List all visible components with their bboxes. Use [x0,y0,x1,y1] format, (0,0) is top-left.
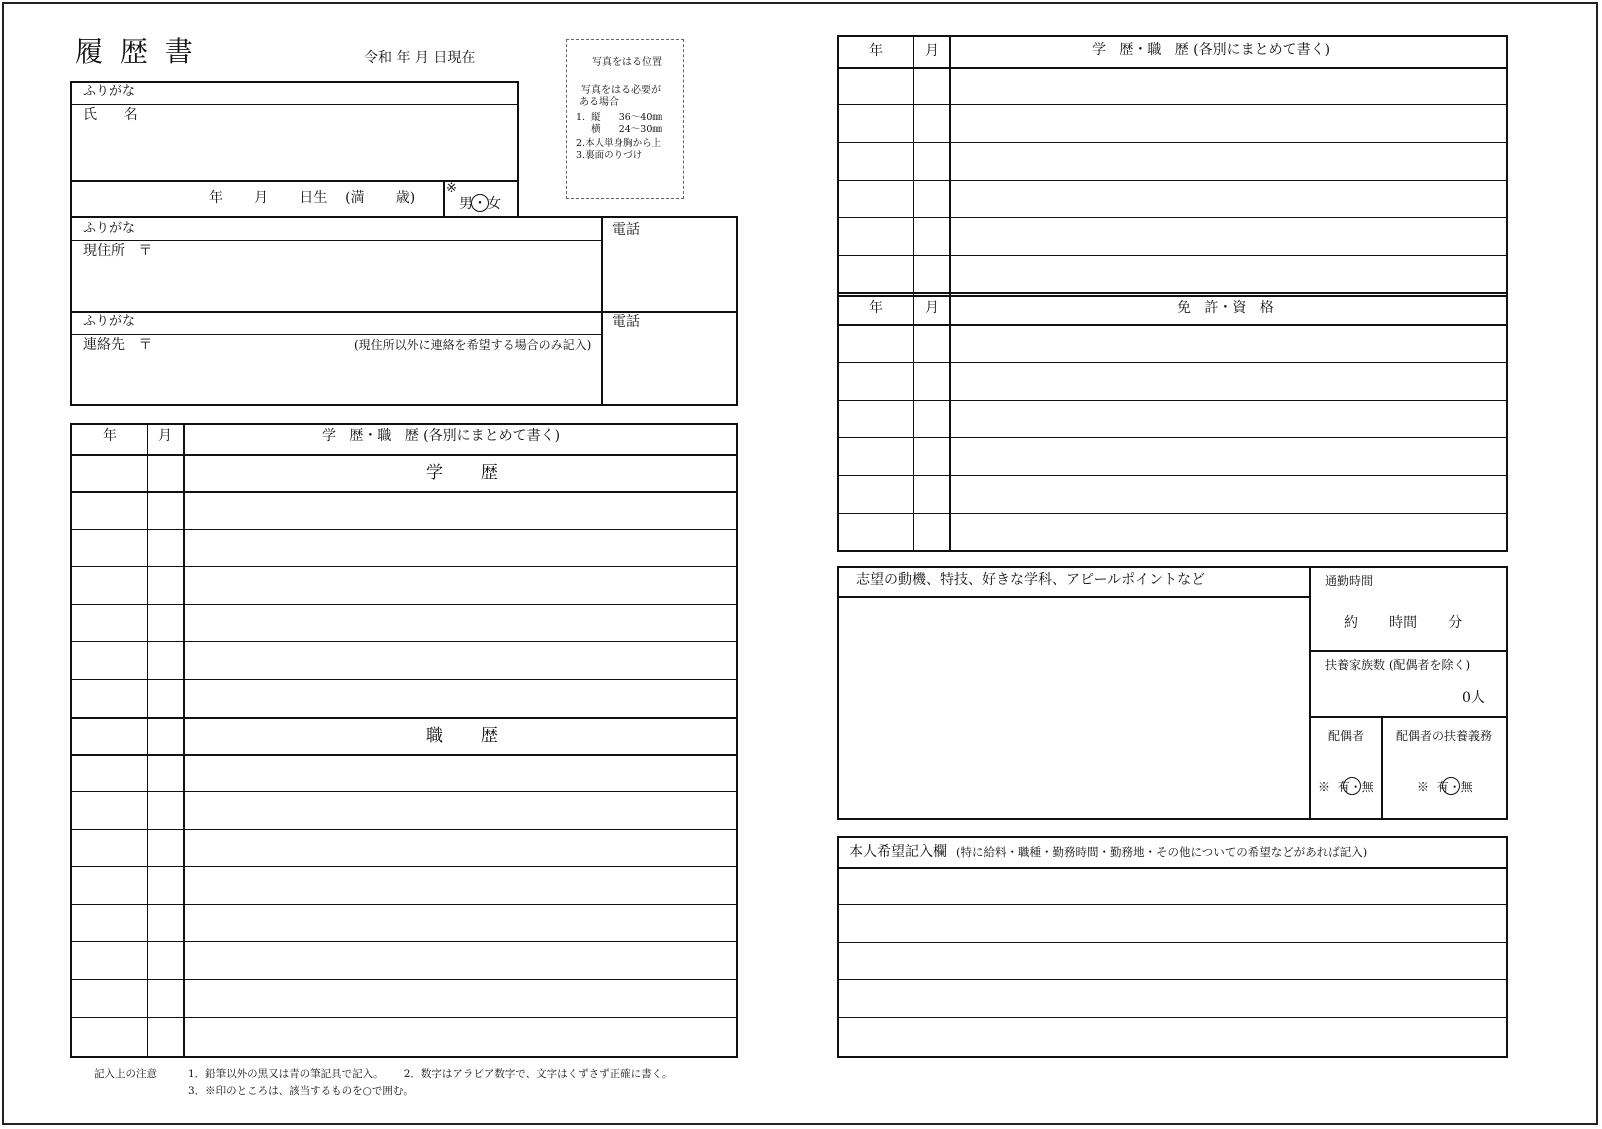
notes-line2: 3．※印のところは、該当するものを○で囲む。 [188,1085,414,1097]
wishes-note: (特に給料・職種・勤務時間・勤務地・その他についての希望などがあれば記入) [956,845,1368,859]
date-line: 令和 年 月 日現在 [364,50,476,66]
row-line [71,529,737,530]
contact-furigana-label: ふりがな [83,314,136,329]
row-line [838,904,1507,905]
contact-label: 連絡先 〒 [83,337,153,353]
row-line [71,641,737,642]
row-line [838,979,1507,980]
work-section-label: 職 歴 [426,726,498,746]
wishes-box[interactable] [837,836,1508,1058]
row-line [71,717,737,719]
dependents-value[interactable]: 0人 [1462,690,1485,706]
motivation-box[interactable] [837,566,1508,820]
photo-line2: ある場合 [579,97,619,108]
row-line [71,829,737,830]
photo-line3: 1. 縦 36～40㎜ [576,112,662,123]
row-line [838,437,1507,438]
row-line [71,679,737,680]
licenses-content-header: 免 許・資 格 [1177,300,1274,316]
page-title: 履 歴 書 [75,35,197,68]
gender-note-mark: ※ [446,181,457,196]
photo-line5: 2.本人単身胸から上 [576,138,662,149]
row-line [838,513,1507,514]
spouse-label: 配偶者 [1328,729,1365,743]
notes-line1: 1．鉛筆以外の黒又は青の筆記具で記入。 2．数字はアラビア数字で、文字はくずさず正確に書く。 [188,1068,673,1080]
photo-line6: 3.裏面のりづけ [576,150,643,161]
photo-title: 写真をはる位置 [592,57,662,68]
licenses-year-header: 年 [869,300,883,316]
row-line [838,255,1507,256]
history-left-content-header: 学 歴・職 歴 (各別にまとめて書く) [322,428,561,444]
row-line [838,475,1507,476]
row-line [71,904,737,905]
row-line [71,1017,737,1018]
row-line [838,67,1507,69]
row-line [71,754,737,756]
spouse-support-label: 配偶者の扶養義務 [1396,729,1493,743]
history-right-month-header: 月 [925,43,939,59]
row-line [838,217,1507,218]
row-line [838,142,1507,143]
history-table-left[interactable] [70,423,738,1058]
birth-date-line: 年 月 日生 (満 歳) [209,190,416,206]
spouse-circle [1343,777,1361,795]
wishes-label: 本人希望記入欄 [849,844,947,860]
address-furigana-label: ふりがな [83,221,136,236]
name-furigana-label: ふりがな [83,84,136,99]
row-line [71,566,737,567]
name-label: 氏 名 [83,107,138,123]
row-line [838,942,1507,943]
dependents-label: 扶養家族数 (配偶者を除く) [1325,658,1471,672]
row-line [71,791,737,792]
history-left-year-header: 年 [103,428,117,444]
row-line [838,400,1507,401]
education-section-label: 学 歴 [426,463,498,483]
gender-circle [471,194,489,212]
photo-line1: 写真をはる必要が [581,85,661,96]
photo-line4: 横 24～30㎜ [576,124,662,135]
notes-label: 記入上の注意 [94,1068,157,1080]
commute-label: 通勤時間 [1325,574,1374,588]
spouse-value[interactable]: ※ 有・無 [1318,780,1374,794]
row-line [838,104,1507,105]
motivation-label: 志望の動機、特技、好きな学科、アピールポイントなど [856,572,1206,588]
history-right-year-header: 年 [869,43,883,59]
row-line [71,491,737,493]
licenses-month-header: 月 [925,300,939,316]
row-line [71,979,737,980]
row-line [71,866,737,867]
row-line [838,362,1507,363]
history-left-month-header: 月 [158,428,172,444]
contact-phone-label: 電話 [612,314,640,330]
row-line [71,454,737,456]
gender-options[interactable]: 男・女 [459,196,501,212]
row-line [838,180,1507,181]
spouse-support-circle [1442,777,1460,795]
row-line [838,324,1507,326]
address-phone-label: 電話 [612,222,640,238]
address-label: 現住所 〒 [83,243,153,259]
history-right-content-header: 学 歴・職 歴 (各別にまとめて書く) [1092,42,1331,58]
history-table-right[interactable] [837,35,1508,297]
row-line [71,604,737,605]
spouse-support-value[interactable]: ※ 有・無 [1417,780,1473,794]
row-line [838,1017,1507,1018]
contact-note: (現住所以外に連絡を希望する場合のみ記入) [354,338,592,352]
row-line [71,941,737,942]
commute-value[interactable]: 約 時間 分 [1344,615,1463,631]
